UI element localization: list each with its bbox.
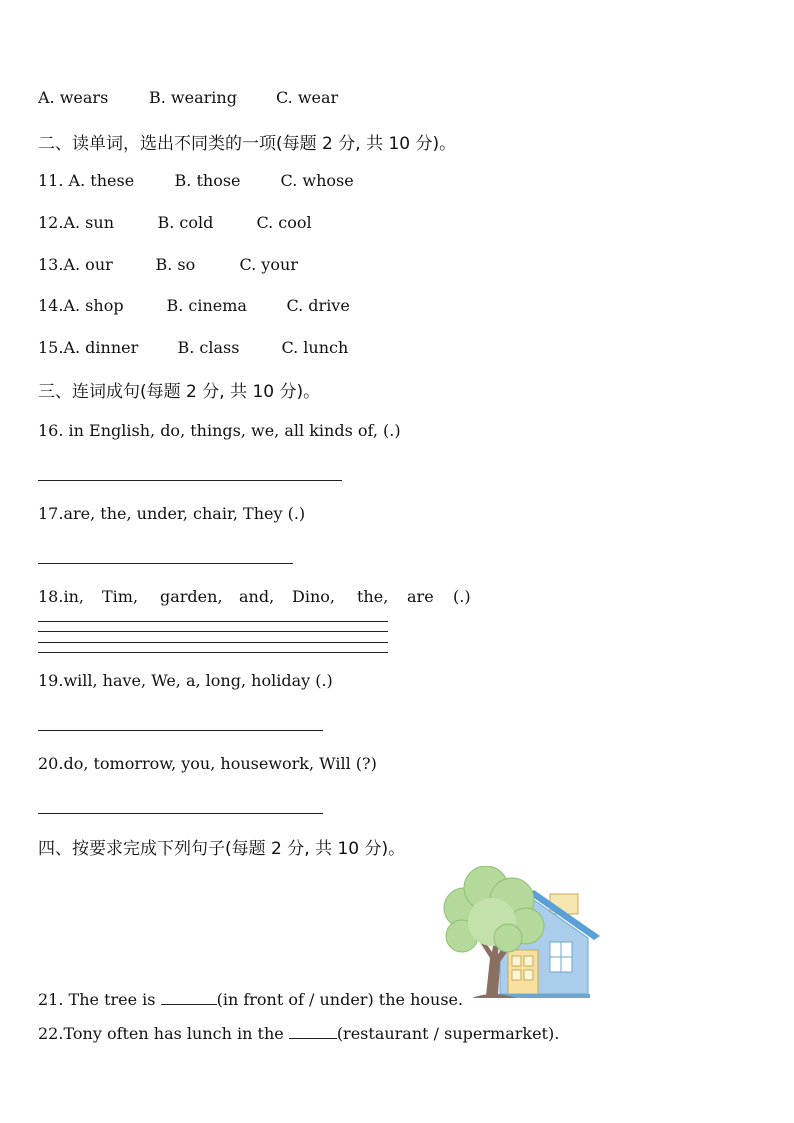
q18-word: (.) xyxy=(453,587,471,606)
q11 xyxy=(38,171,354,190)
q11-option-a: A. these xyxy=(68,171,135,190)
q21-suffix: (in front of / under) the house. xyxy=(216,990,464,1009)
section2-heading: 二、读单词，选出不同类的一项(每题 2 分, 共 10 分)。 xyxy=(38,134,457,154)
q14-option-c: C. drive xyxy=(286,296,350,315)
q18-word: garden, xyxy=(160,587,223,606)
q12-option-c: C. cool xyxy=(256,213,312,232)
q13-option-b: B. so xyxy=(155,255,196,274)
q10-option-b: B. wearing xyxy=(149,88,237,107)
q18-word: the, xyxy=(357,587,389,606)
q14 xyxy=(38,296,350,315)
q22-prefix: 22.Tony often has lunch in the xyxy=(38,1024,284,1043)
q12 xyxy=(38,213,312,232)
q18-text xyxy=(38,587,471,606)
q14-option-a: A. shop xyxy=(63,296,124,315)
q15-option-b: B. class xyxy=(177,338,240,357)
q18-word: are xyxy=(407,587,434,606)
q16-text: 16. in English, do, things, we, all kinds of, (.) xyxy=(38,421,401,440)
q21 xyxy=(38,990,463,1009)
tree-and-house-picture xyxy=(442,866,602,1006)
q15-number: 15. xyxy=(38,338,64,357)
q18-answer-line-3[interactable] xyxy=(38,642,388,643)
q16-answer-line[interactable] xyxy=(38,480,342,481)
q10-option-c: C. wear xyxy=(276,88,339,107)
q15 xyxy=(38,338,348,357)
q21-blank[interactable] xyxy=(161,990,217,1005)
q13 xyxy=(38,255,298,274)
q18-word: and, xyxy=(239,587,275,606)
q11-option-c: C. whose xyxy=(280,171,354,190)
q18-word: 18.in, xyxy=(38,587,84,606)
q10-options xyxy=(38,88,338,107)
q17-answer-line[interactable] xyxy=(38,563,293,564)
q22-blank[interactable] xyxy=(289,1024,337,1039)
q13-option-c: C. your xyxy=(239,255,298,274)
q12-option-a: A. sun xyxy=(63,213,114,232)
q22-suffix: (restaurant / supermarket). xyxy=(336,1024,560,1043)
q22 xyxy=(38,1024,559,1043)
q12-option-b: B. cold xyxy=(157,213,214,232)
q13-option-a: A. our xyxy=(63,255,113,274)
q19-text: 19.will, have, We, a, long, holiday (.) xyxy=(38,671,333,690)
q18-answer-line-4[interactable] xyxy=(38,652,388,653)
q18-answer-line-2[interactable] xyxy=(38,631,388,632)
q14-option-b: B. cinema xyxy=(166,296,247,315)
q18-word: Dino, xyxy=(292,587,335,606)
q10-option-a: A. wears xyxy=(38,88,109,107)
q18-word: Tim, xyxy=(102,587,139,606)
q15-option-a: A. dinner xyxy=(63,338,139,357)
q19-answer-line[interactable] xyxy=(38,730,323,731)
q20-answer-line[interactable] xyxy=(38,813,323,814)
q11-number: 11. xyxy=(38,171,64,190)
section3-heading: 三、连词成句(每题 2 分, 共 10 分)。 xyxy=(38,382,321,402)
q12-number: 12. xyxy=(38,213,64,232)
section4-heading: 四、按要求完成下列句子(每题 2 分, 共 10 分)。 xyxy=(38,839,406,859)
q21-prefix: 21. The tree is xyxy=(38,990,156,1009)
q18-answer-line-1[interactable] xyxy=(38,621,388,622)
q15-option-c: C. lunch xyxy=(281,338,349,357)
q17-text: 17.are, the, under, chair, They (.) xyxy=(38,504,306,523)
q11-option-b: B. those xyxy=(174,171,241,190)
q20-text: 20.do, tomorrow, you, housework, Will (?) xyxy=(38,754,377,773)
q14-number: 14. xyxy=(38,296,64,315)
q13-number: 13. xyxy=(38,255,64,274)
